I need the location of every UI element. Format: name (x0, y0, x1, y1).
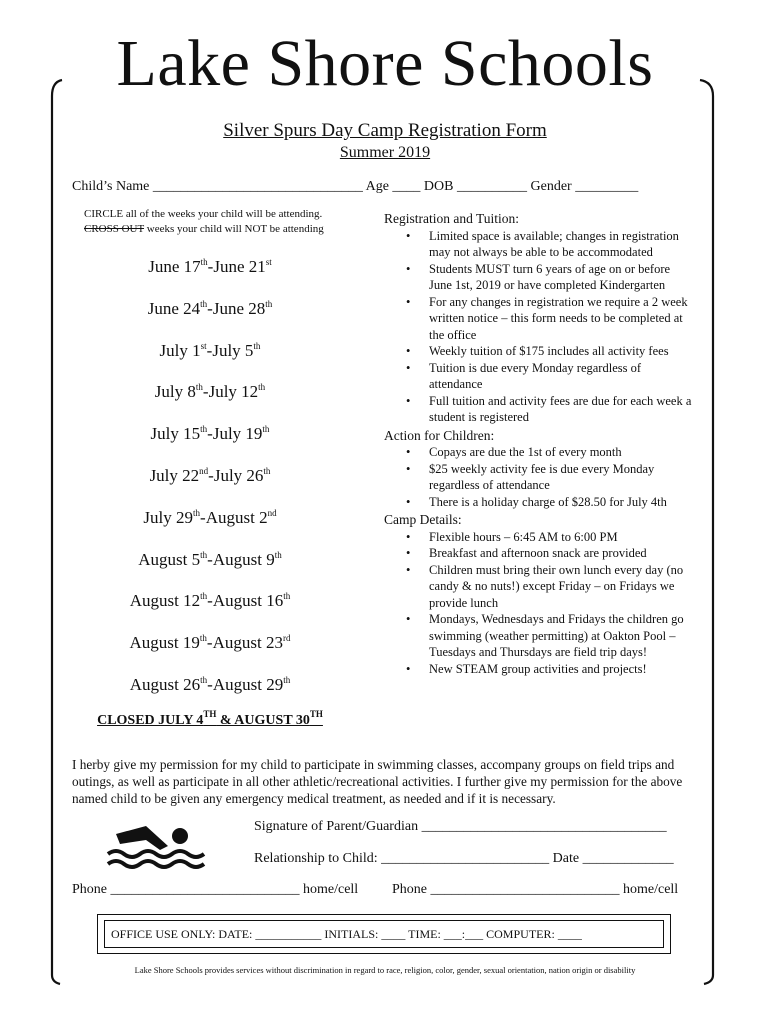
week-end: July 19 (212, 424, 263, 444)
week-start: July 22 (149, 465, 200, 485)
week-option[interactable] (60, 464, 360, 506)
action-heading: Action for Children: (384, 427, 495, 443)
week-start: July 29 (143, 507, 194, 527)
week-end-sup: th (258, 382, 266, 393)
week-end: July 12 (208, 382, 259, 402)
week-dash: - (200, 507, 206, 527)
week-end-sup: th (283, 674, 291, 685)
week-start: June 24 (147, 298, 201, 318)
week-start: August 5 (138, 549, 201, 569)
closed-sup-2: TH (309, 709, 323, 719)
closed-sup-1: TH (203, 709, 217, 719)
registration-item: • Full tuition and activity fees are due for each week a student is registered (384, 393, 696, 426)
week-start: August 26 (129, 674, 201, 694)
week-end: June 21 (213, 257, 266, 276)
signature-field[interactable]: Signature of Parent/Guardian ___________________________________ (254, 819, 667, 834)
week-end-sup: nd (267, 507, 277, 518)
child-info-line[interactable]: Child’s Name ______________________________ Age ____ DOB __________ Gender _________ (72, 179, 639, 194)
week-end-sup: th (265, 298, 273, 309)
week-start-sup: th (195, 382, 203, 393)
week-end: August 29 (212, 674, 284, 694)
camp-item: • Mondays, Wednesdays and Fridays the children go swimming (weather permitting) at Oakton Pool – Tuesdays and Thursdays are field trip days! (384, 611, 696, 661)
action-list (384, 444, 696, 510)
registration-item: • Limited space is available; changes in registration may not always be able to be accommodated (384, 228, 696, 261)
nondiscrimination-footer: Lake Shore Schools provides services without discrimination in regard to race, religion, color, gender, sexual orientation, nation origin or disability (134, 965, 636, 975)
week-end-sup: th (262, 424, 270, 435)
week-dash: - (207, 591, 213, 611)
week-dash: - (207, 549, 213, 569)
week-start-sup: nd (199, 465, 209, 476)
week-option[interactable] (60, 339, 360, 381)
week-end: July 5 (212, 340, 254, 360)
circle-instruction: CIRCLE all of the weeks your child will be attending. (84, 208, 323, 220)
permission-statement: I herby give my permission for my child to participate in swimming classes, accompany groups on field trips and outings, as well as participate in all other athletic/recreational activities. I further give my permission for the above named child to be given any emergency medical treatment, as needed and if it is necessary. (72, 757, 683, 806)
closed-prefix: CLOSED JULY 4 (97, 713, 204, 728)
cross-instruction (84, 222, 374, 237)
week-start: July 1 (159, 340, 201, 360)
week-list (60, 255, 360, 715)
week-dash: - (206, 340, 213, 360)
relationship-date-field[interactable]: Relationship to Child: ________________________ Date _____________ (254, 851, 674, 866)
closed-middle: & AUGUST 30 (216, 713, 310, 728)
week-option[interactable] (60, 422, 360, 464)
phone-field-2[interactable]: Phone ___________________________ home/cell (392, 882, 679, 897)
week-start-sup: st (200, 340, 207, 351)
week-dash: - (207, 424, 213, 444)
camp-list (384, 529, 696, 678)
week-end: July 26 (213, 465, 264, 485)
week-option[interactable] (60, 297, 360, 339)
office-use-box (97, 914, 671, 954)
week-option[interactable] (60, 255, 360, 297)
closed-dates (60, 709, 360, 729)
registration-item: • Tuition is due every Monday regardless of attendance (384, 360, 696, 393)
week-instructions (84, 207, 374, 237)
week-option[interactable] (60, 506, 360, 548)
registration-item: • Weekly tuition of $175 includes all activity fees (384, 343, 696, 360)
week-start-sup: th (199, 633, 207, 644)
cross-out-word: CROSS OUT (84, 223, 145, 235)
week-end: August 9 (212, 549, 275, 569)
week-start-sup: th (200, 257, 208, 267)
week-dash: - (207, 674, 213, 694)
camp-item: • New STEAM group activities and projects! (384, 661, 696, 678)
week-end-sup: th (263, 465, 271, 476)
week-start: August 19 (129, 633, 200, 653)
action-item: • There is a holiday charge of $28.50 for July 4th (384, 494, 696, 511)
registration-item: • For any changes in registration we require a 2 week written notice – this form needs to be completed at the office (384, 294, 696, 344)
details-column (384, 209, 696, 677)
action-item: • Copays are due the 1st of every month (384, 444, 696, 461)
week-dash: - (202, 382, 209, 402)
registration-heading: Registration and Tuition: (384, 211, 520, 226)
week-end-sup: th (283, 591, 291, 602)
cross-out-rest: weeks your child will NOT be attending (144, 223, 324, 235)
week-start: July 15 (150, 424, 201, 444)
week-start: June 17 (148, 257, 201, 276)
week-start-sup: th (200, 549, 208, 560)
registration-list (384, 228, 696, 426)
week-start: July 8 (154, 382, 196, 402)
week-start-sup: th (200, 674, 208, 685)
swimmer-icon (106, 822, 206, 872)
action-item: • $25 weekly activity fee is due every Monday regardless of attendance (384, 461, 696, 494)
week-start-sup: th (200, 591, 208, 602)
week-start-sup: th (193, 507, 201, 518)
phone-field-1[interactable]: Phone ___________________________ home/cell (72, 882, 359, 897)
week-start: August 12 (129, 591, 201, 611)
week-end: August 23 (212, 633, 283, 653)
school-name: Lake Shore Schools (116, 27, 654, 100)
week-option[interactable] (60, 589, 360, 631)
week-option[interactable] (60, 631, 360, 673)
week-option[interactable] (60, 380, 360, 422)
office-use-text: OFFICE USE ONLY: DATE: ___________ INITIALS: ____ TIME: ___:___ COMPUTER: ____ (104, 920, 664, 948)
week-option[interactable] (60, 548, 360, 590)
week-end-sup: st (265, 257, 272, 267)
form-title: Silver Spurs Day Camp Registration Form (223, 120, 547, 141)
registration-item: • Students MUST turn 6 years of age on or before June 1st, 2019 or have completed Kindergarten (384, 261, 696, 294)
week-end: June 28 (212, 298, 266, 318)
week-dash: - (206, 633, 213, 653)
week-end-sup: th (274, 549, 282, 560)
week-end: August 16 (212, 591, 284, 611)
form-subtitle: Summer 2019 (339, 144, 431, 161)
week-dash: - (208, 465, 214, 485)
week-start-sup: th (200, 424, 208, 435)
camp-item: • Flexible hours – 6:45 AM to 6:00 PM (384, 529, 696, 546)
week-end-sup: rd (282, 633, 291, 644)
week-dash: - (207, 257, 214, 276)
week-end-sup: th (253, 340, 261, 351)
week-start-sup: th (200, 298, 208, 309)
camp-heading: Camp Details: (384, 512, 462, 527)
camp-item: • Children must bring their own lunch every day (no candy & no nuts!) except Friday – on Fridays we provide lunch (384, 562, 696, 612)
week-end: August 2 (205, 507, 268, 527)
camp-item: • Breakfast and afternoon snack are provided (384, 545, 696, 562)
week-dash: - (207, 298, 213, 318)
